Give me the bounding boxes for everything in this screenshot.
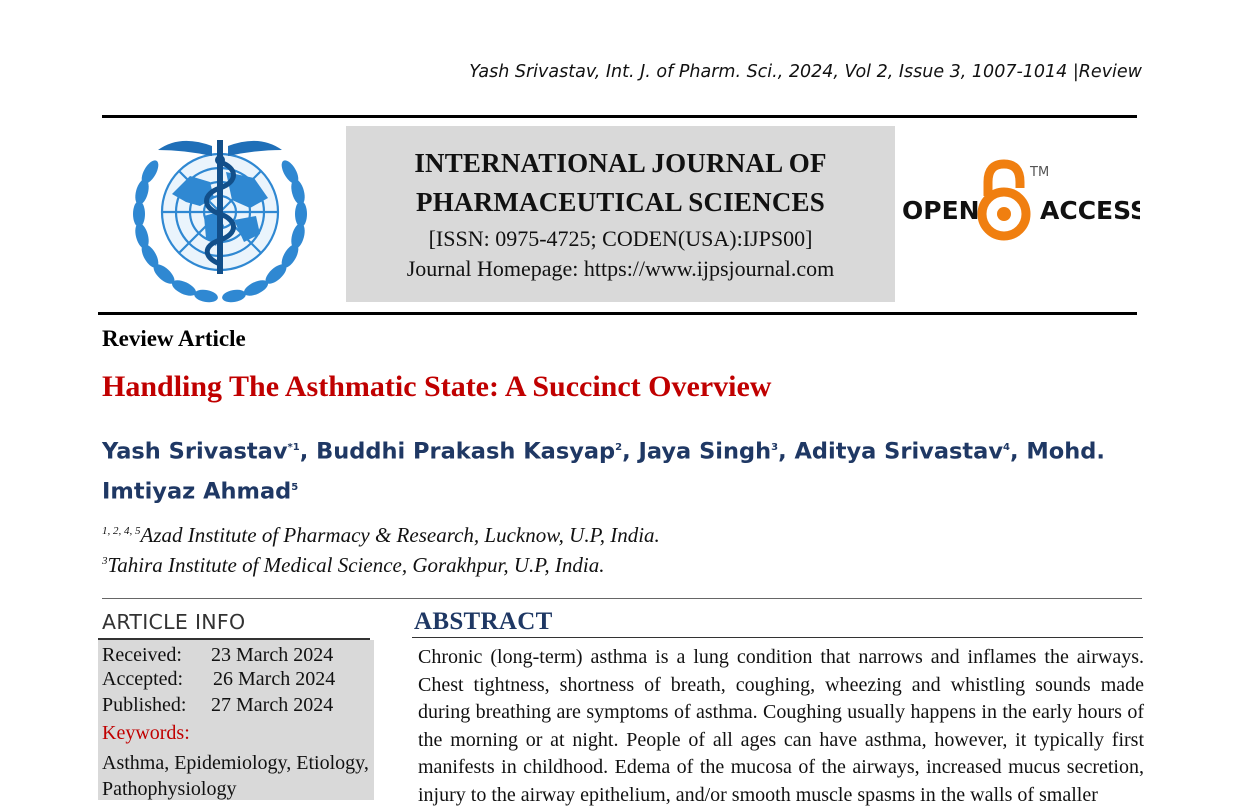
section-divider (102, 598, 1142, 599)
accepted-date: 26 March 2024 (213, 668, 336, 690)
author-affiliation-mark: 2 (615, 442, 623, 453)
emblem-icon (117, 128, 323, 306)
article-info-box (98, 640, 374, 800)
author-affiliation-mark: 5 (291, 481, 299, 493)
open-access-logo (900, 158, 1140, 250)
article-type: Review Article (102, 326, 246, 351)
journal-name (346, 144, 895, 222)
author-name: Aditya Srivastav (794, 438, 1004, 465)
author-name: Buddhi Prakash Kasyap (316, 438, 616, 465)
affiliation-text: Azad Institute of Pharmacy & Research, Lucknow, U.P, India. (140, 523, 660, 547)
published-label: Published: (102, 694, 187, 716)
author-separator: , (1010, 438, 1027, 465)
open-access-right-text: ACCESS (1040, 196, 1140, 225)
keywords-text: Asthma, Epidemiology, Etiology, Pathophysiology (102, 752, 369, 800)
affiliation-line (102, 523, 660, 548)
author-affiliation-mark: *1 (287, 442, 300, 453)
author-name: Yash Srivastav (102, 438, 288, 465)
abstract-heading: ABSTRACT (414, 608, 553, 635)
header-bottom-rule (98, 312, 1137, 315)
article-title: Handling The Asthmatic State: A Succinct Overview (102, 370, 772, 403)
author-separator: , (299, 438, 317, 465)
affiliation-line (102, 553, 604, 578)
affiliation-mark: 3 (102, 555, 108, 567)
abstract-text: Chronic (long-term) asthma is a lung condition that narrows and inflames the airways. Chest tightness, shortness of breath, coughing, wheezing and whistling sounds made during breathing are symptoms of asthma. Coughing usually happens in the early hours of the morning or at night. People of all ages can have asthma, however, it typically first manifests in childhood. Edema of the mucosa of the airways, increased mucus secretion, injury to the airway epithelium, and/or smooth muscle spasms in the walls of smaller (418, 646, 1144, 806)
running-header-citation: Yash Srivastav, Int. J. of Pharm. Sci., 2024, Vol 2, Issue 3, 1007-1014 |Review (469, 62, 1142, 82)
received-row (102, 644, 333, 667)
received-date: 23 March 2024 (211, 644, 334, 666)
open-lock-icon (982, 164, 1026, 236)
author-affiliation-mark: 4 (1003, 442, 1011, 453)
abstract-rule (412, 637, 1143, 638)
accepted-label: Accepted: (102, 668, 184, 690)
author-list (102, 430, 1142, 509)
article-info-heading: ARTICLE INFO (102, 610, 246, 634)
journal-issn: [ISSN: 0975-4725; CODEN(USA):IJPS00] (428, 226, 813, 251)
author-affiliation-mark: 3 (771, 442, 779, 453)
journal-name-line-2: PHARMACEUTICAL SCIENCES (416, 187, 825, 217)
author-separator: , (778, 438, 795, 465)
journal-emblem-logo (117, 128, 323, 306)
affiliation-mark: 1, 2, 4, 5 (102, 525, 141, 537)
open-access-left-text: OPEN (902, 196, 980, 225)
affiliation-text: Tahira Institute of Medical Science, Gorakhpur, U.P, India. (107, 553, 605, 577)
journal-homepage-link[interactable]: Journal Homepage: https://www.ijpsjournal.com (406, 256, 835, 281)
author-separator: , (622, 438, 639, 465)
received-label: Received: (102, 644, 182, 666)
published-date: 27 March 2024 (211, 694, 334, 716)
accepted-row (102, 668, 335, 691)
author-name: Mohd. Imtiyaz Ahmad (102, 438, 1105, 504)
journal-name-line-1: INTERNATIONAL JOURNAL OF (414, 148, 827, 178)
open-access-tm: TM (1030, 165, 1050, 180)
author-name: Jaya Singh (638, 438, 772, 465)
journal-title-box (346, 126, 895, 302)
header-rule (102, 115, 1137, 118)
published-row (102, 694, 333, 717)
keywords-label: Keywords: (102, 722, 190, 744)
